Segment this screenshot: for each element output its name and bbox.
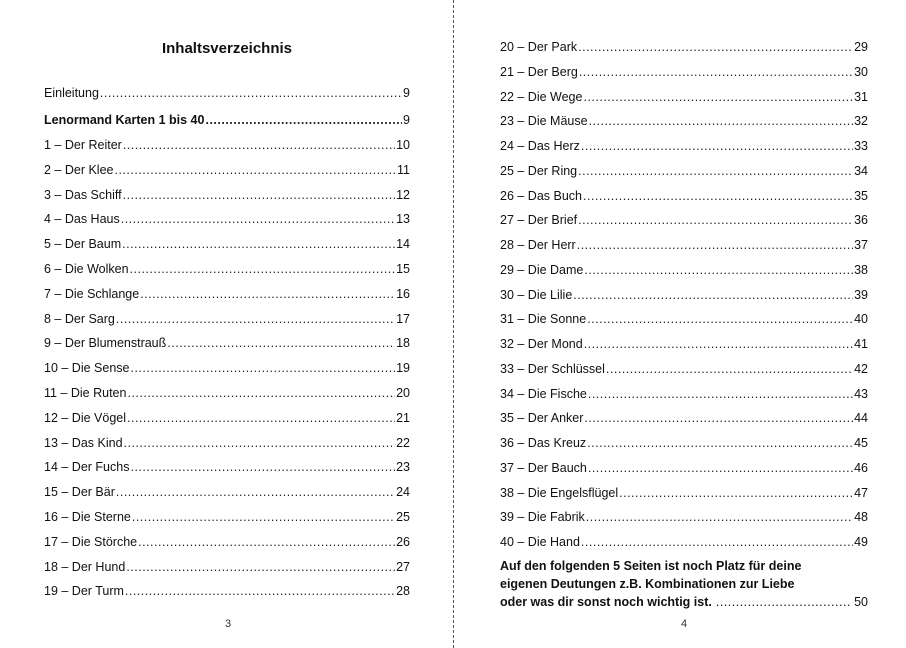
toc-entry-page: 38 [854, 262, 868, 277]
toc-entry-label: 5 – Der Baum [44, 237, 122, 252]
toc-entry-label: 21 – Der Berg [500, 64, 578, 79]
toc-entry [44, 135, 410, 155]
dot-leader [127, 383, 395, 403]
dot-leader [581, 532, 853, 552]
right-page [455, 0, 906, 648]
toc-entry-page: 19 [396, 361, 410, 376]
dot-leader [584, 260, 853, 280]
toc-entry-page: 39 [854, 287, 868, 302]
dot-leader [716, 593, 852, 611]
toc-entry-label: 27 – Der Brief [500, 213, 578, 228]
toc-entry-page: 31 [854, 89, 868, 104]
dot-leader [130, 259, 396, 279]
dot-leader [579, 62, 853, 82]
toc-entry-page: 37 [854, 238, 868, 252]
toc-entry-label: 8 – Der Sarg [44, 311, 115, 326]
toc-entry-page: 16 [396, 286, 410, 301]
toc-entry-label: 26 – Das Buch [500, 188, 582, 203]
toc-entry-label: Lenormand Karten 1 bis 40 [44, 113, 205, 127]
toc-entry-page: 42 [854, 361, 868, 376]
toc-entry-label: 29 – Die Dame [500, 262, 584, 277]
dot-leader [588, 384, 853, 404]
toc-entry-label: 7 – Die Schlange [44, 286, 140, 301]
toc-entry [44, 110, 410, 130]
dot-leader [578, 210, 853, 230]
toc-entry [500, 309, 868, 329]
dot-leader [116, 309, 395, 329]
dot-leader [138, 532, 395, 552]
toc-entry [44, 309, 410, 329]
toc-entry [500, 458, 868, 478]
dot-leader [126, 557, 395, 577]
dot-leader [122, 234, 395, 254]
toc-entry [500, 507, 868, 527]
dot-leader [127, 408, 395, 428]
dot-leader [587, 309, 853, 329]
toc-entry-label: 40 – Die Hand [500, 535, 580, 549]
toc-entry [500, 532, 868, 552]
toc-entry [500, 111, 868, 131]
toc-entry [500, 186, 868, 206]
toc-entry [44, 507, 410, 527]
toc-entry [44, 581, 410, 601]
toc-entry [44, 333, 410, 353]
toc-entry-page: 24 [396, 485, 410, 500]
dot-leader [125, 581, 395, 601]
toc-entry-label: 12 – Die Vögel [44, 410, 127, 425]
toc-entry-page: 44 [854, 411, 868, 426]
toc-entry-label: 39 – Die Fabrik [500, 510, 585, 525]
toc-entry-page: 15 [396, 262, 410, 276]
toc-entry-page: 21 [396, 410, 410, 425]
dot-leader [589, 111, 854, 131]
toc-entry-page: 17 [396, 311, 410, 326]
note-line-1: Auf den folgenden 5 Seiten ist noch Platz für deine [500, 559, 802, 573]
toc-entry [500, 37, 868, 57]
page-number-right: 4 [680, 618, 688, 630]
toc-entry-label: Einleitung [44, 86, 99, 100]
toc-entry [500, 161, 868, 181]
toc-entry-label: 16 – Die Sterne [44, 510, 131, 524]
dot-leader [578, 37, 853, 57]
toc-entry-page: 41 [854, 337, 868, 351]
toc-entry-label: 35 – Der Anker [500, 411, 584, 426]
toc-entry [44, 209, 410, 229]
toc-entry-page: 9 [403, 86, 410, 100]
dot-leader [121, 209, 395, 229]
dot-leader [130, 457, 395, 477]
dot-leader [578, 161, 853, 181]
dot-leader [130, 358, 395, 378]
toc-entry-page: 13 [396, 212, 410, 227]
toc-entry [500, 136, 868, 156]
toc-entry-page: 43 [854, 386, 868, 401]
toc-entry-label: 11 – Die Ruten [44, 386, 127, 400]
toc-entry-page: 32 [854, 114, 868, 129]
toc-entry-page: 40 [854, 312, 868, 327]
toc-entry [44, 259, 410, 279]
page-divider [453, 0, 454, 648]
toc-entry-label: 24 – Das Herz [500, 139, 580, 153]
toc-entry [500, 260, 868, 280]
toc-entry-label: 17 – Die Störche [44, 534, 138, 549]
dot-leader [577, 235, 853, 255]
toc-entry [500, 62, 868, 82]
toc-entry-label: 15 – Der Bär [44, 485, 115, 500]
toc-entry [500, 285, 868, 305]
toc-entry [500, 359, 868, 379]
toc-entry-page: 29 [854, 40, 868, 54]
toc-entry [44, 83, 410, 103]
toc-entry [500, 433, 868, 453]
dot-leader [114, 160, 396, 180]
dot-leader [587, 433, 853, 453]
toc-entry-page: 47 [854, 485, 868, 500]
toc-entry-label: 22 – Die Wege [500, 89, 583, 104]
dot-leader [123, 135, 395, 155]
toc-entry [44, 284, 410, 304]
toc-entry-label: 10 – Die Sense [44, 361, 130, 376]
toc-entry-label: 20 – Der Park [500, 40, 578, 54]
toc-entry-label: 31 – Die Sonne [500, 312, 587, 327]
toc-entry [44, 532, 410, 552]
toc-entry-page: 25 [396, 510, 410, 524]
toc-entry-page: 10 [396, 138, 410, 152]
toc-entry-label: 1 – Der Reiter [44, 138, 122, 152]
dot-leader [584, 334, 853, 354]
toc-entry-page: 49 [854, 535, 868, 549]
dot-leader [619, 483, 853, 503]
toc-entry-page: 34 [854, 163, 868, 178]
toc-entry-page: 12 [396, 187, 410, 202]
dot-leader [124, 433, 396, 453]
toc-entry [44, 457, 410, 477]
note-line-2: eigenen Deutungen z.B. Kombinationen zur Liebe [500, 577, 795, 591]
toc-entry [44, 433, 410, 453]
dot-leader [606, 359, 853, 379]
toc-entry-label: 32 – Der Mond [500, 337, 583, 351]
toc-entry-label: 2 – Der Klee [44, 162, 114, 177]
toc-note [500, 557, 868, 611]
toc-entry-page: 26 [396, 534, 410, 549]
toc-entry-label: 9 – Der Blumenstrauß [44, 336, 167, 351]
dot-leader [584, 408, 853, 428]
toc-entry-label: 37 – Der Bauch [500, 460, 587, 475]
toc-entry-page: 36 [854, 213, 868, 228]
toc-entry-page: 14 [396, 237, 410, 252]
toc-entry-page: 28 [396, 584, 410, 599]
dot-leader [205, 110, 402, 130]
dot-leader [140, 284, 395, 304]
toc-entry-page: 48 [854, 510, 868, 525]
dot-leader [100, 83, 402, 103]
note-line-3-text: oder was dir sonst noch wichtig ist. [500, 595, 712, 609]
note-page: 50 [854, 595, 868, 609]
toc-entry-label: 34 – Die Fische [500, 386, 587, 401]
toc-entry-page: 27 [396, 559, 410, 574]
dot-leader [586, 507, 853, 527]
toc-entry [500, 334, 868, 354]
toc-entry-label: 18 – Der Hund [44, 559, 126, 574]
toc-entry-label: 3 – Das Schiff [44, 187, 122, 202]
dot-leader [132, 507, 395, 527]
toc-entry-page: 9 [403, 113, 410, 127]
toc-entry [500, 235, 868, 255]
toc-entry-page: 20 [396, 386, 410, 400]
toc-entry-label: 14 – Der Fuchs [44, 460, 130, 475]
toc-entry-page: 18 [396, 336, 410, 351]
toc-entry-label: 36 – Das Kreuz [500, 436, 587, 450]
dot-leader [583, 87, 853, 107]
toc-entry-label: 33 – Der Schlüssel [500, 361, 605, 376]
toc-entry-page: 35 [854, 188, 868, 203]
toc-entry-label: 19 – Der Turm [44, 584, 124, 599]
dot-leader [167, 333, 395, 353]
toc-entry [44, 234, 410, 254]
dot-leader [581, 136, 853, 156]
toc-entry [500, 384, 868, 404]
toc-entry-page: 46 [854, 460, 868, 475]
toc-entry-label: 6 – Die Wolken [44, 262, 129, 276]
toc-entry [500, 483, 868, 503]
toc-entry-label: 28 – Der Herr [500, 238, 576, 252]
dot-leader [583, 186, 853, 206]
toc-entry-page: 33 [854, 139, 868, 153]
toc-entry [44, 482, 410, 502]
toc-entry-page: 23 [396, 460, 410, 475]
toc-entry-page: 22 [396, 435, 410, 450]
toc-entry [44, 185, 410, 205]
toc-entry [500, 210, 868, 230]
toc-entry-page: 30 [854, 64, 868, 79]
dot-leader [116, 482, 395, 502]
toc-entry [44, 358, 410, 378]
toc-entry-label: 25 – Der Ring [500, 163, 578, 178]
toc-entry [44, 383, 410, 403]
toc-entry-label: 23 – Die Mäuse [500, 114, 588, 129]
toc-entry-label: 4 – Das Haus [44, 212, 120, 227]
page-number-left: 3 [224, 618, 232, 630]
toc-entry-label: 13 – Das Kind [44, 435, 123, 450]
toc-entry-page: 45 [854, 436, 868, 450]
toc-title: Inhaltsverzeichnis [161, 40, 293, 57]
toc-entry-label: 30 – Die Lilie [500, 287, 573, 302]
toc-entry [500, 408, 868, 428]
toc-entry [500, 87, 868, 107]
toc-entry [44, 557, 410, 577]
note-line-3 [500, 593, 868, 611]
dot-leader [123, 185, 396, 205]
dot-leader [588, 458, 853, 478]
dot-leader [573, 285, 853, 305]
toc-entry [44, 160, 410, 180]
toc-entry [44, 408, 410, 428]
toc-entry-page: 11 [397, 162, 410, 177]
toc-entry-label: 38 – Die Engelsflügel [500, 485, 619, 500]
